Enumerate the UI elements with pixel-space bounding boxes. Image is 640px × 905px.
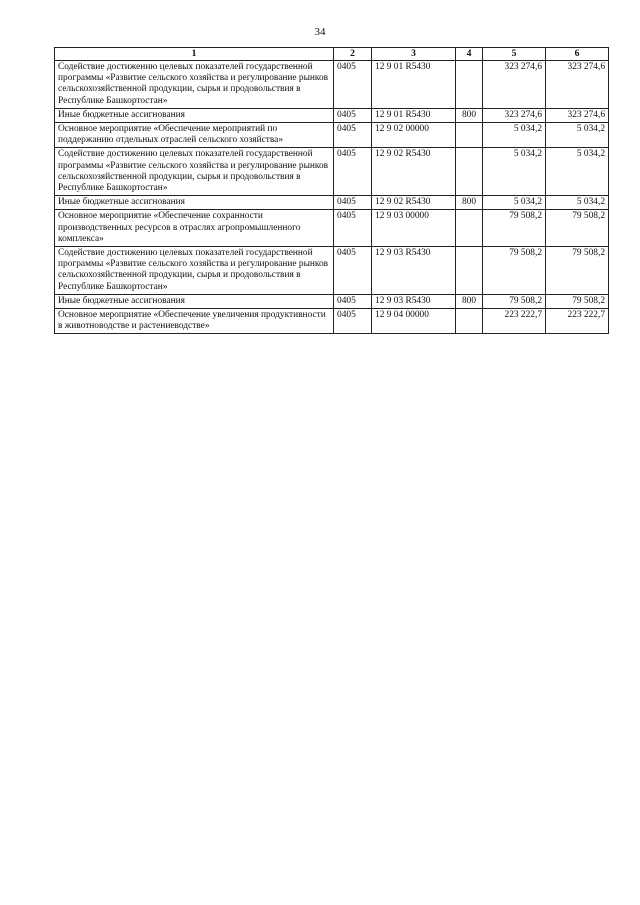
table-row [55, 309, 609, 334]
row-target-code: 12 9 01 R5430 [372, 61, 456, 109]
row-section-code: 0405 [334, 61, 372, 109]
table-row [55, 210, 609, 247]
row-sum-2: 323 274,6 [546, 61, 609, 109]
column-header-3: 3 [372, 48, 456, 61]
table-row [55, 294, 609, 308]
column-header-1: 1 [55, 48, 334, 61]
row-section-code: 0405 [334, 247, 372, 295]
row-name: Содействие достижению целевых показателей государственной программы «Развитие сельского хозяйства и регулирование рынков сельскохозяйственной продукции, сырья и продовольствия в Республике Башкортостан» [55, 247, 334, 295]
row-expense-type: 800 [456, 294, 483, 308]
row-name: Основное мероприятие «Обеспечение увеличения продуктивности в животноводстве и растениеводстве» [55, 309, 334, 334]
table-row [55, 148, 609, 196]
row-name: Содействие достижению целевых показателей государственной программы «Развитие сельского хозяйства и регулирование рынков сельскохозяйственной продукции, сырья и продовольствия в Республике Башкортостан» [55, 148, 334, 196]
table-row [55, 108, 609, 122]
row-name: Иные бюджетные ассигнования [55, 108, 334, 122]
budget-table [54, 47, 609, 334]
row-section-code: 0405 [334, 148, 372, 196]
row-section-code: 0405 [334, 210, 372, 247]
table-row [55, 196, 609, 210]
column-header-2: 2 [334, 48, 372, 61]
row-sum-2: 79 508,2 [546, 247, 609, 295]
table-row [55, 123, 609, 148]
row-sum-1: 5 034,2 [483, 123, 546, 148]
row-section-code: 0405 [334, 196, 372, 210]
row-expense-type [456, 61, 483, 109]
table-row [55, 61, 609, 109]
row-target-code: 12 9 02 R5430 [372, 196, 456, 210]
row-section-code: 0405 [334, 123, 372, 148]
row-name: Основное мероприятие «Обеспечение сохранности производственных ресурсов в отраслях агропромышленного комплекса» [55, 210, 334, 247]
table-row [55, 247, 609, 295]
row-name: Иные бюджетные ассигнования [55, 294, 334, 308]
row-expense-type [456, 309, 483, 334]
row-sum-2: 79 508,2 [546, 294, 609, 308]
row-sum-2: 323 274,6 [546, 108, 609, 122]
row-sum-1: 323 274,6 [483, 108, 546, 122]
column-header-5: 5 [483, 48, 546, 61]
row-sum-2: 79 508,2 [546, 210, 609, 247]
row-section-code: 0405 [334, 294, 372, 308]
row-target-code: 12 9 02 R5430 [372, 148, 456, 196]
row-target-code: 12 9 03 R5430 [372, 294, 456, 308]
row-sum-2: 5 034,2 [546, 196, 609, 210]
row-expense-type [456, 123, 483, 148]
row-sum-2: 5 034,2 [546, 148, 609, 196]
row-expense-type [456, 148, 483, 196]
row-sum-1: 323 274,6 [483, 61, 546, 109]
row-target-code: 12 9 04 00000 [372, 309, 456, 334]
row-sum-1: 5 034,2 [483, 196, 546, 210]
row-name: Иные бюджетные ассигнования [55, 196, 334, 210]
row-name: Содействие достижению целевых показателей государственной программы «Развитие сельского хозяйства и регулирование рынков сельскохозяйственной продукции, сырья и продовольствия в Республике Башкортостан» [55, 61, 334, 109]
table-header-row [55, 48, 609, 61]
row-expense-type: 800 [456, 196, 483, 210]
row-expense-type: 800 [456, 108, 483, 122]
page-number: 34 [314, 26, 326, 38]
row-sum-2: 223 222,7 [546, 309, 609, 334]
row-sum-1: 5 034,2 [483, 148, 546, 196]
row-target-code: 12 9 01 R5430 [372, 108, 456, 122]
row-sum-1: 79 508,2 [483, 294, 546, 308]
column-header-4: 4 [456, 48, 483, 61]
row-target-code: 12 9 02 00000 [372, 123, 456, 148]
row-sum-1: 79 508,2 [483, 247, 546, 295]
column-header-6: 6 [546, 48, 609, 61]
row-sum-1: 79 508,2 [483, 210, 546, 247]
row-expense-type [456, 247, 483, 295]
row-expense-type [456, 210, 483, 247]
row-sum-1: 223 222,7 [483, 309, 546, 334]
row-target-code: 12 9 03 00000 [372, 210, 456, 247]
row-section-code: 0405 [334, 108, 372, 122]
row-sum-2: 5 034,2 [546, 123, 609, 148]
row-target-code: 12 9 03 R5430 [372, 247, 456, 295]
row-section-code: 0405 [334, 309, 372, 334]
row-name: Основное мероприятие «Обеспечение мероприятий по поддержанию отдельных отраслей сельского хозяйства» [55, 123, 334, 148]
